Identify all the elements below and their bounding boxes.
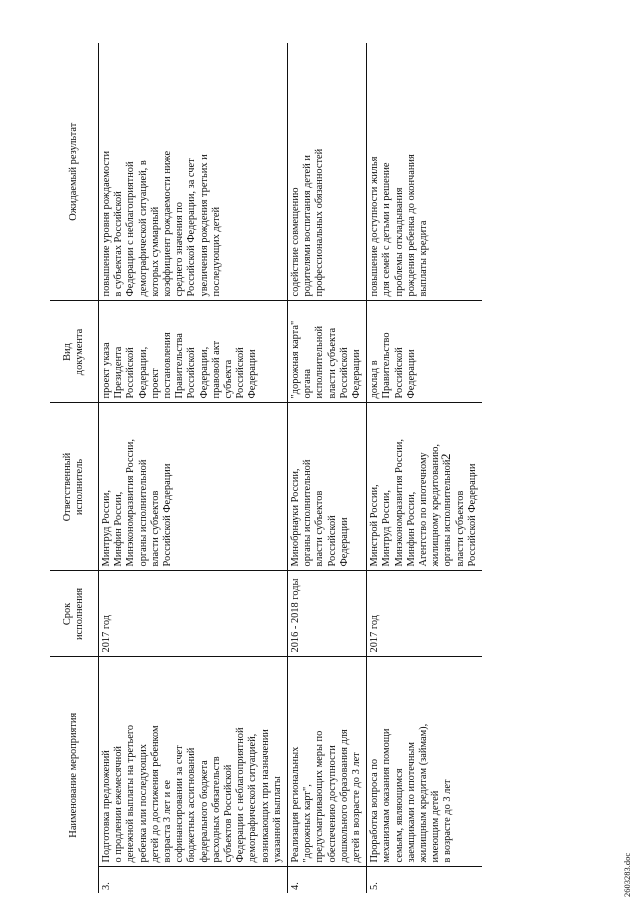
- page-number: 2: [438, 453, 453, 460]
- measures-table: [50, 43, 482, 893]
- table-row: [367, 43, 482, 893]
- measure-responsible: Минстрой России, Минтруд России, Минэкономразвития России, Минфин России, Агентство по ипотечному жилищному кредитованию, органы исполнительной власти субъектов Российской Федерации: [367, 403, 482, 571]
- measure-responsible: Минтруд России, Минфин России, Минэкономразвития России, органы исполнительной власти субъектов Российской Федерации: [99, 403, 288, 571]
- table-row: [99, 43, 288, 893]
- table-header-row: [50, 43, 99, 893]
- header-name: Наименование мероприятия: [50, 657, 99, 893]
- header-doc-type: Вид документа: [50, 301, 99, 403]
- row-number: 3.: [99, 867, 288, 893]
- measure-name: Подготовка предложений о продлении ежемесячной денежной выплаты на третьего ребенка или последующих детей до достижения ребенком возраста 3 лет и ее софинансировании за счет бюджетных ассигнований федерального бюджета расходных обязательств субъектов Российской Федерации с неблагоприятной демографической ситуацией, возникающих при назначении указанной выплаты: [99, 657, 288, 867]
- row-number: 5.: [369, 882, 381, 890]
- measure-name: Проработка вопроса по механизмам оказания помощи семьям, являющимся заемщиками по ипотечным жилищным кредитам (займам), имеющим детей в возрасте до 3 лет: [367, 657, 482, 867]
- measure-deadline: 2017 год: [367, 571, 482, 657]
- measure-responsible: Минобрнауки России, органы исполнительной власти субъектов Российской Федерации: [288, 403, 367, 571]
- measure-result: повышение уровня рождаемости в субъектах Российской Федерации с неблагоприятной демографической ситуацией, в которых суммарный коэффициент рождаемости ниже среднего значения по Российской Федерации, за счет увеличения рождения третьих и последующих детей: [99, 43, 288, 301]
- measure-deadline: 2016 - 2018 годы: [288, 571, 367, 657]
- header-deadline: Срок исполнения: [50, 571, 99, 657]
- measure-result: содействие совмещению родителями воспитания детей и профессиональных обязанностей: [288, 43, 367, 301]
- table-row: [288, 43, 367, 893]
- row-number: 4.: [288, 867, 367, 893]
- header-result: Ожидаемый результат: [50, 43, 99, 301]
- measure-doc-type: доклад в Правительство Российской Федерации: [367, 301, 482, 403]
- measure-doc-type: "дорожная карта" органа исполнительной власти субъекта Российской Федерации: [288, 301, 367, 403]
- measure-name: Реализация региональных "дорожных карт", предусматривающих меры по обеспечению доступности дошкольного образования для детей в возрасте до 3 лет: [288, 657, 367, 867]
- document-id: 2603283.doc: [622, 852, 632, 897]
- measure-result: повышение доступности жилья для семей с детьми и решение проблемы откладывания рождения ребенка до окончания выплаты кредита: [367, 43, 482, 301]
- measure-deadline: 2017 год: [99, 571, 288, 657]
- measure-doc-type: проект указа Президента Российской Федерации, проект постановления Правительства Российской Федерации, правовой акт субъекта Российской Федерации: [99, 301, 288, 403]
- header-responsible: Ответственный исполнитель: [50, 403, 99, 571]
